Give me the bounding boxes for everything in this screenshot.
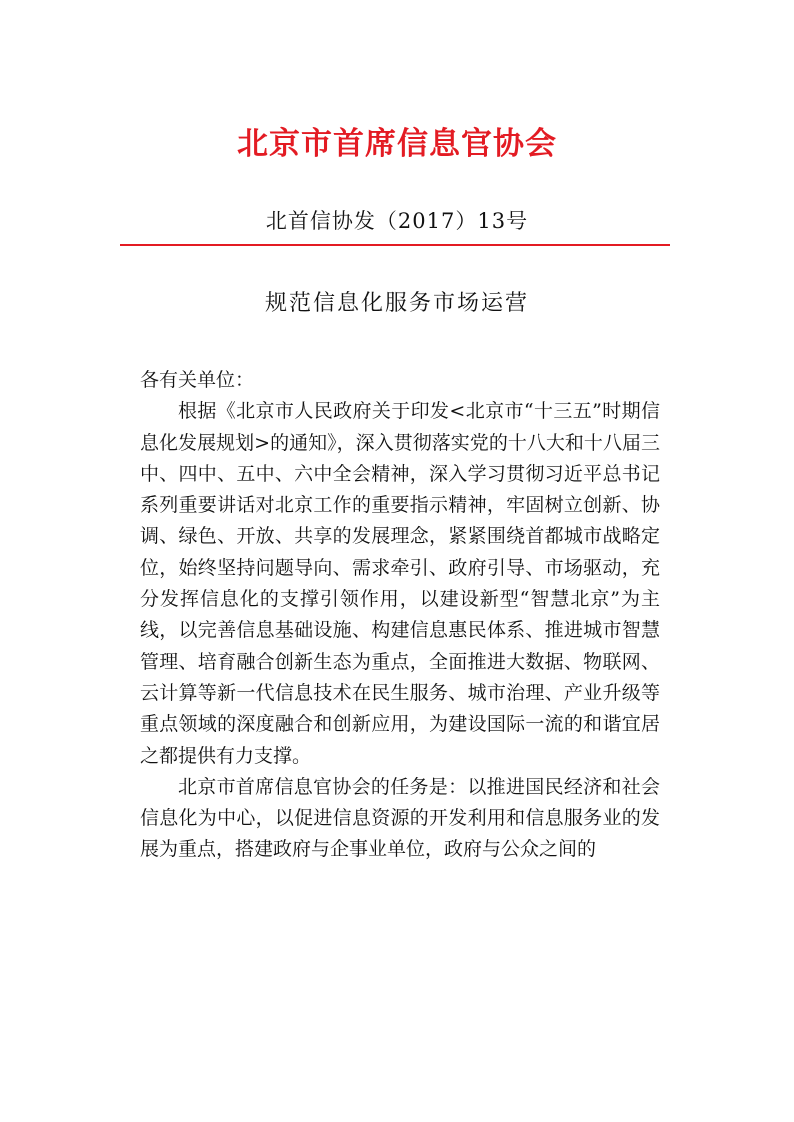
document-body [140,365,660,866]
body-paragraph-1: 根据《北京市人民政府关于印发<北京市“十三五”时期信息化发展规划>的通知》，深入贯彻落实党的十八大和十八届三中、四中、五中、六中全会精神，深入学习贯彻习近平总书记系列重要讲话对北京工作的重要指示精神，牢固树立创新、协调、绿色、开放、共享的发展理念，紧紧围绕首都城市战略定位，始终坚持问题导向、需求牵引、政府引导、市场驱动，充分发挥信息化的支撑引领作用，以建设新型“智慧北京”为主线，以完善信息基础设施、构建信息惠民体系、推进城市智慧管理、培育融合创新生态为重点，全面推进大数据、物联网、云计算等新一代信息技术在民生服务、城市治理、产业升级等重点领域的深度融合和创新应用，为建设国际一流的和谐宜居之都提供有力支撑。 [140,400,660,767]
document-number: 北首信协发（2017）13号 [265,209,529,233]
document-heading: 规范信息化服务市场运营 [264,291,529,316]
red-divider-line [120,244,670,246]
org-title: 北京市首席信息官协会 [237,126,557,162]
body-paragraph-2: 北京市首席信息官协会的任务是：以推进国民经济和社会信息化为中心，以促进信息资源的开发利用和信息服务业的发展为重点，搭建政府与企事业单位，政府与公众之间的 [140,775,660,861]
salutation: 各有关单位： [140,369,255,391]
